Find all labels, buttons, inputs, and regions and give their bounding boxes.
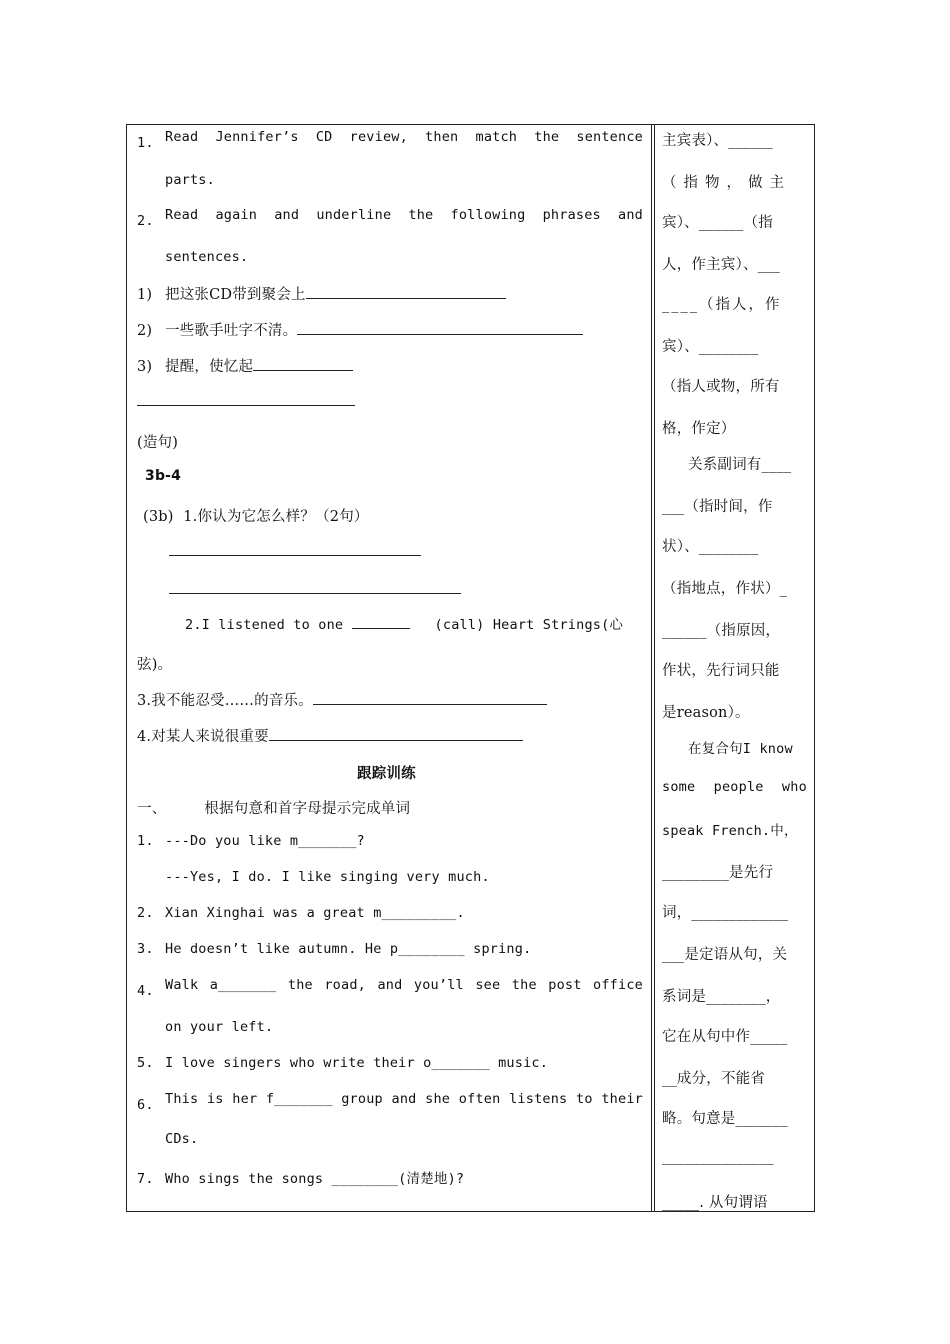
answer-blank[interactable] [297,322,583,335]
note-line: 关系副词有____ [688,457,792,473]
note-line: 格，作定） [662,421,736,437]
note-line: 系词是________， [662,989,781,1005]
note-line: _______________ [662,1149,774,1165]
note-line: 宾）、______（指 [662,215,773,231]
note-line: 作状，先行词只能 [662,663,780,679]
note-line: ___（指时间，作 [662,499,773,515]
make-sentence-note: (造句) [137,435,179,451]
worksheet-table [126,124,815,1212]
note-line: ___是定语从句，关 [662,947,788,963]
note-line: speak French.中， [662,823,798,839]
note-line: 主宾表）、______ [662,133,773,149]
section-3b-4: 3b-4 [145,468,182,484]
exercise-item-5: 5. I love singers who write their o_______ music. [137,1055,549,1071]
answer-line[interactable] [169,543,421,560]
note-line: ____（指人，作 [662,297,782,313]
answer-blank[interactable] [352,616,410,629]
note-line: 状）、________ [662,539,759,555]
task-1: 1. Read Jennifer’s CD review, then match the sentence [137,129,643,151]
training-title: 跟踪训练 [357,766,416,782]
note-line: 词，_____________ [662,905,789,921]
exercise-item-4: 4. Walk a_______ the road, and you’ll see the post office [137,977,643,999]
answer-blank[interactable] [313,692,547,705]
exercise-item-1: 1. ---Do you like m_______? [137,833,365,849]
question-3: 3.我不能忍受……的音乐。 [137,689,547,710]
exercise-item-2: 2. Xian Xinghai was a great m_________. [137,905,465,921]
note-line: 宾）、________ [662,339,759,355]
note-line: 略。句意是_______ [662,1111,788,1127]
note-line: 在复合句I know [688,741,793,757]
question-2-continued: 弦)。 [137,657,173,673]
note-line: （指人或物，所有 [662,379,780,395]
note-line: _________是先行 [662,865,774,881]
task-2-continued: sentences. [165,249,249,265]
task-2: 2. Read again and underline the following phrases and [137,207,643,229]
exercise-item-6: 6. This is her f_______ group and she often listens to their [137,1091,643,1113]
note-line: （指地点，作状）_ [662,581,788,597]
phrase-1: 1) 把这张CD带到聚会上 [137,283,506,304]
column-divider [651,125,652,1211]
phrase-3-answer-line[interactable] [137,393,355,410]
part-1-heading: 一、 根据句意和首字母提示完成单词 [137,801,411,817]
note-line: 人，作主宾）、___ [662,257,780,273]
note-line: _____. 从句谓语 [662,1195,768,1211]
note-line: 是reason）。 [662,705,750,721]
question-3b-1: (3b) 1.你认为它怎么样？（2句） [143,509,369,525]
answer-blank[interactable] [269,728,523,741]
phrase-3: 3) 提醒，使忆起 [137,355,353,376]
column-divider-inner [654,125,655,1211]
note-line: ______（指原因， [662,623,781,639]
main-content-column [137,125,645,1211]
answer-line[interactable] [169,581,461,598]
question-2: 2.I listened to one (call) Heart Strings(心 [185,617,624,633]
note-line: __成分，不能省 [662,1071,766,1087]
phrase-2: 2) 一些歌手吐字不清。 [137,319,583,340]
notes-column [662,125,808,1211]
answer-blank[interactable] [253,358,353,371]
exercise-item-7: 7. Who sings the songs ________(清楚地)? [137,1171,465,1187]
note-line: some people who [662,779,807,795]
exercise-item-6-continued: CDs. [165,1131,199,1147]
note-line: （指物，做主 [662,175,791,191]
exercise-item-4-continued: on your left. [165,1019,274,1035]
answer-blank[interactable] [306,286,506,299]
note-line: 它在从句中作_____ [662,1029,788,1045]
task-1-continued: parts. [165,172,215,188]
exercise-item-1-reply: ---Yes, I do. I like singing very much. [165,869,490,885]
exercise-item-3: 3. He doesn’t like autumn. He p________ spring. [137,941,532,957]
question-4: 4.对某人来说很重要 [137,725,523,746]
